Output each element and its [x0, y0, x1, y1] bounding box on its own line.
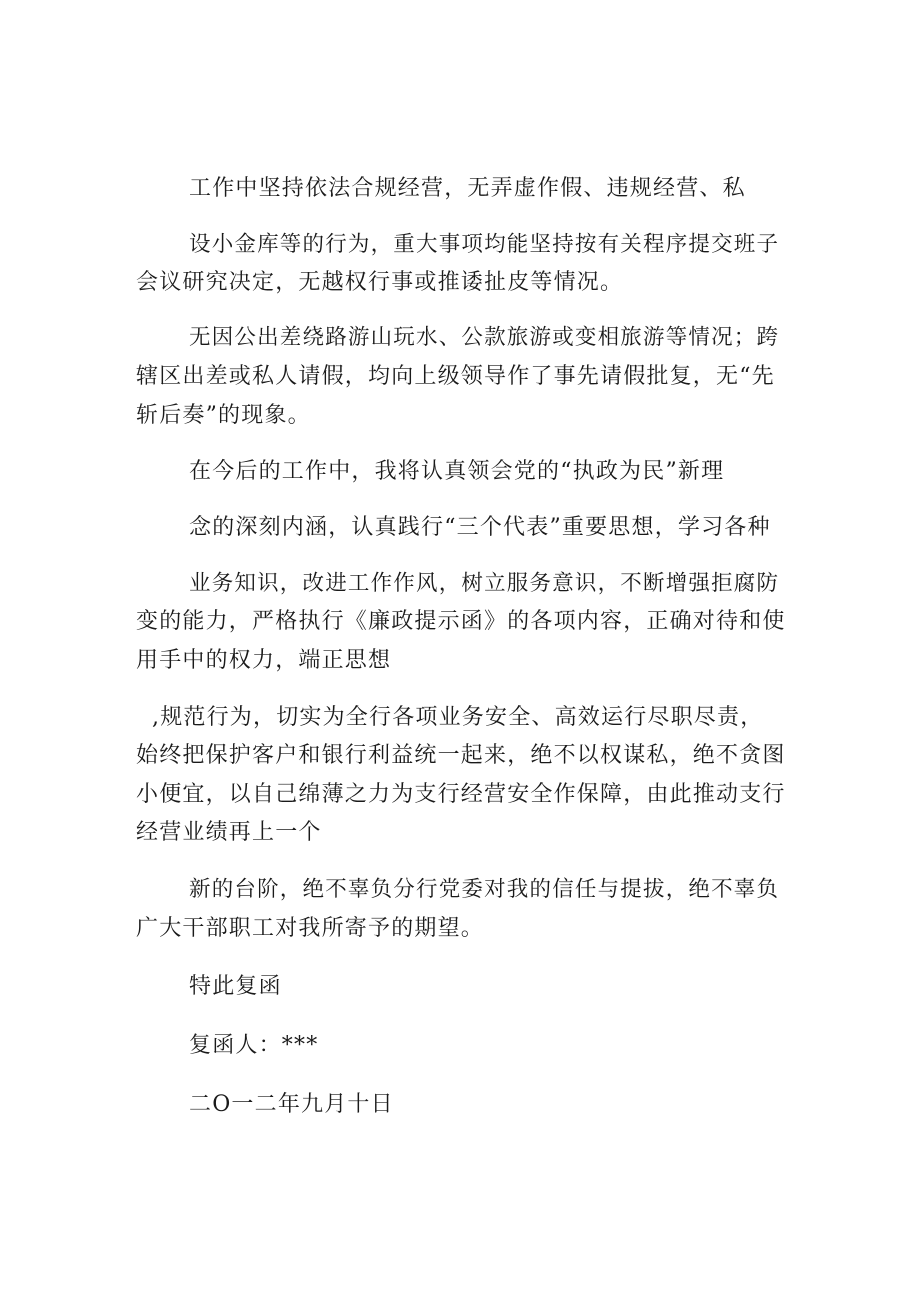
signer-line: 复函人：*** [189, 1033, 319, 1058]
paragraph-1-line-2: 设小金库等的行为，重大事项均能坚持按有关程序提交班子 [189, 232, 780, 257]
paragraph-3-line-2: 念的深刻内涵，认真践行“三个代表”重要思想，学习各种 [189, 515, 771, 540]
closing-line: 特此复函 [189, 974, 282, 999]
paragraph-4-line-1: ,规范行为，切实为全行各项业务安全、高效运行尽职尽责， [152, 705, 764, 730]
paragraph-5-line-2: 广大干部职工对我所寄予的期望。 [136, 916, 485, 941]
paragraph-3-line-1: 在今后的工作中，我将认真领会党的“执政为民”新理 [189, 459, 725, 484]
paragraph-2-line-3: 斩后奏”的现象。 [136, 403, 311, 428]
paragraph-1-line-1: 工作中坚持依法合规经营，无弄虚作假、违规经营、私 [189, 176, 746, 201]
paragraph-5-line-1: 新的台阶，绝不辜负分行党委对我的信任与提拔，绝不辜负 [189, 877, 780, 902]
paragraph-3-line-5: 用手中的权力，端正思想 [136, 648, 392, 673]
paragraph-2-line-1: 无因公出差绕路游山玩水、公款旅游或变相旅游等情况；跨 [189, 325, 780, 350]
paragraph-4-line-4: 经营业绩再上一个 [136, 820, 322, 845]
paragraph-1-line-3: 会议研究决定，无越权行事或推诿扯皮等情况。 [136, 270, 624, 295]
paragraph-2-line-2: 辖区出差或私人请假，均向上级领导作了事先请假批复，无“先 [136, 364, 775, 389]
date-line: 二O一二年九月十日 [189, 1092, 394, 1117]
paragraph-4-line-2: 始终把保护客户和银行利益统一起来，绝不以权谋私，绝不贪图 [136, 743, 786, 768]
paragraph-3-line-3: 业务知识，改进工作作风，树立服务意识，不断增强拒腐防 [189, 571, 780, 596]
paragraph-4-line-3: 小便宜，以自己绵薄之力为支行经营安全作保障，由此推动支行 [136, 782, 786, 807]
paragraph-3-line-4: 变的能力，严格执行《廉政提示函》的各项内容，正确对待和使 [136, 609, 786, 634]
